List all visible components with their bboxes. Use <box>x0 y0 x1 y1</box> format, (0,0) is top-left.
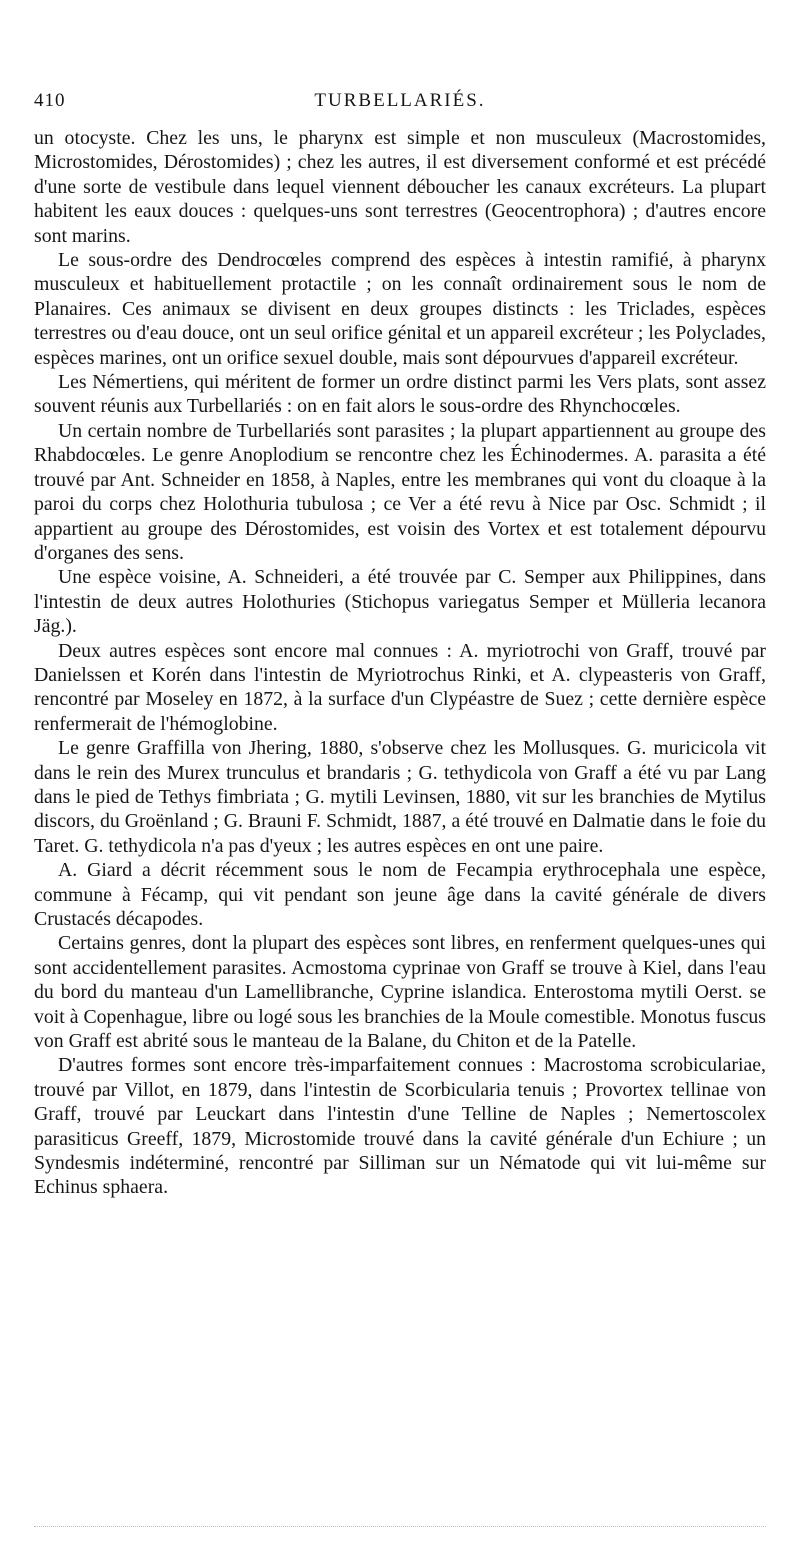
body-text <box>34 126 766 1200</box>
footer-dotted-rule <box>34 1526 766 1527</box>
page-number: 410 <box>34 90 66 111</box>
paragraph-schneideri: Une espèce voisine, A. Schneideri, a été trouvée par C. Semper aux Philippines, dans l'intestin de deux autres Holothuries (Stichopus variegatus Semper et Mülleria lecanora Jäg.). <box>34 566 766 638</box>
paragraph-macrostoma: D'autres formes sont encore très-imparfaitement connues : Macrostoma scrobiculariae, trouvé par Villot, en 1879, dans l'intestin de Scorbicularia tenuis ; Provortex tellinae von Graff, trouvé par Leuckart dans l'intestin d'une Telline de Naples ; Nemertoscolex parasiticus Greeff, 1879, Microstomide trouvé dans la cavité générale d'un Echiure ; un Syndesmis indéterminé, rencontré par Silliman sur un Nématode qui vit lui-même sur Echinus sphaera. <box>34 1054 766 1199</box>
book-page <box>34 0 766 1563</box>
paragraph-acmostoma: Certains genres, dont la plupart des espèces sont libres, en renferment quelques-unes qui sont accidentellement parasites. Acmostoma cyprinae von Graff se trouve à Kiel, dans l'eau du bord du manteau d'un Lamellibranche, Cyprine islandica. Enterostoma mytili Oerst. se voit à Copenhague, libre ou logé sous les branchies de la Moule comestible. Monotus fuscus von Graff est abrité sous le manteau de la Balane, du Chiton et de la Patelle. <box>34 932 766 1053</box>
paragraph-graffilla: Le genre Graffilla von Jhering, 1880, s'observe chez les Mollusques. G. muricicola vit dans le rein des Murex trunculus et brandaris ; G. tethydicola von Graff a été vu par Lang dans le pied de Tethys fimbriata ; G. mytili Levinsen, 1880, vit sur les branchies de Mytilus discors, du Groënland ; G. Brauni F. Schmidt, 1887, a été trouvé en Dalmatie dans le foie du Taret. G. tethydicola n'a pas d'yeux ; les autres espèces en ont une paire. <box>34 737 766 857</box>
paragraph-fecampia: A. Giard a décrit récemment sous le nom de Fecampia erythrocephala une espèce, commune à Fécamp, qui vit pendant son jeune âge dans la cavité générale de divers Crustacés décapodes. <box>34 859 766 930</box>
paragraph-anoplodium: Un certain nombre de Turbellariés sont parasites ; la plupart appartiennent au groupe des Rhabdocœles. Le genre Anoplodium se rencontre chez les Échinodermes. A. parasita a été trouvé par Ant. Schneider en 1858, à Naples, entre les membranes qui vont du cloaque à la paroi du corps chez Holothuria tubulosa ; ce Ver a été revu à Nice par Osc. Schmidt ; il appartient au groupe des Dérostomides, est voisin des Vortex et est totalement dépourvu d'organes des sens. <box>34 419 766 564</box>
paragraph-nemertiens: Les Némertiens, qui méritent de former un ordre distinct parmi les Vers plats, sont assez souvent réunis aux Turbellariés : on en fait alors le sous-ordre des Rhynchocœles. <box>34 371 766 418</box>
running-title: TURBELLARIÉS. <box>314 90 486 111</box>
paragraph-myriotrochi: Deux autres espèces sont encore mal connues : A. myriotrochi von Graff, trouvé par Danielssen et Korén dans l'intestin de Myriotrochus Rinki, et A. clypeasteris von Graff, rencontré par Moseley en 1872, à la surface d'un Clypéastre de Suez ; cette dernière espèce renfermerait de l'hémoglobine. <box>34 639 766 735</box>
paragraph-dendrocoeles: Le sous-ordre des Dendrocœles comprend des espèces à intestin ramifié, à pharynx musculeux et habituellement protactile ; on les connaît ordinairement sous le nom de Planaires. Ces animaux se divisent en deux groupes distincts : les Triclades, espèces terrestres ou d'eau douce, ont un seul orifice génital et un appareil excréteur ; les Polyclades, espèces marines, ont un orifice sexuel double, mais sont dépourvues d'appareil excréteur. <box>34 249 766 369</box>
page-header <box>34 90 766 120</box>
paragraph-otocyste: un otocyste. Chez les uns, le pharynx est simple et non musculeux (Macrostomides, Microstomides, Dérostomides) ; chez les autres, il est diversement conformé et est précédé d'une sorte de vestibule dans lequel viennent déboucher les canaux excréteurs. La plupart habitent les eaux douces : quelques-uns sont terrestres (Geocentrophora) ; d'autres encore sont marins. <box>34 127 766 247</box>
